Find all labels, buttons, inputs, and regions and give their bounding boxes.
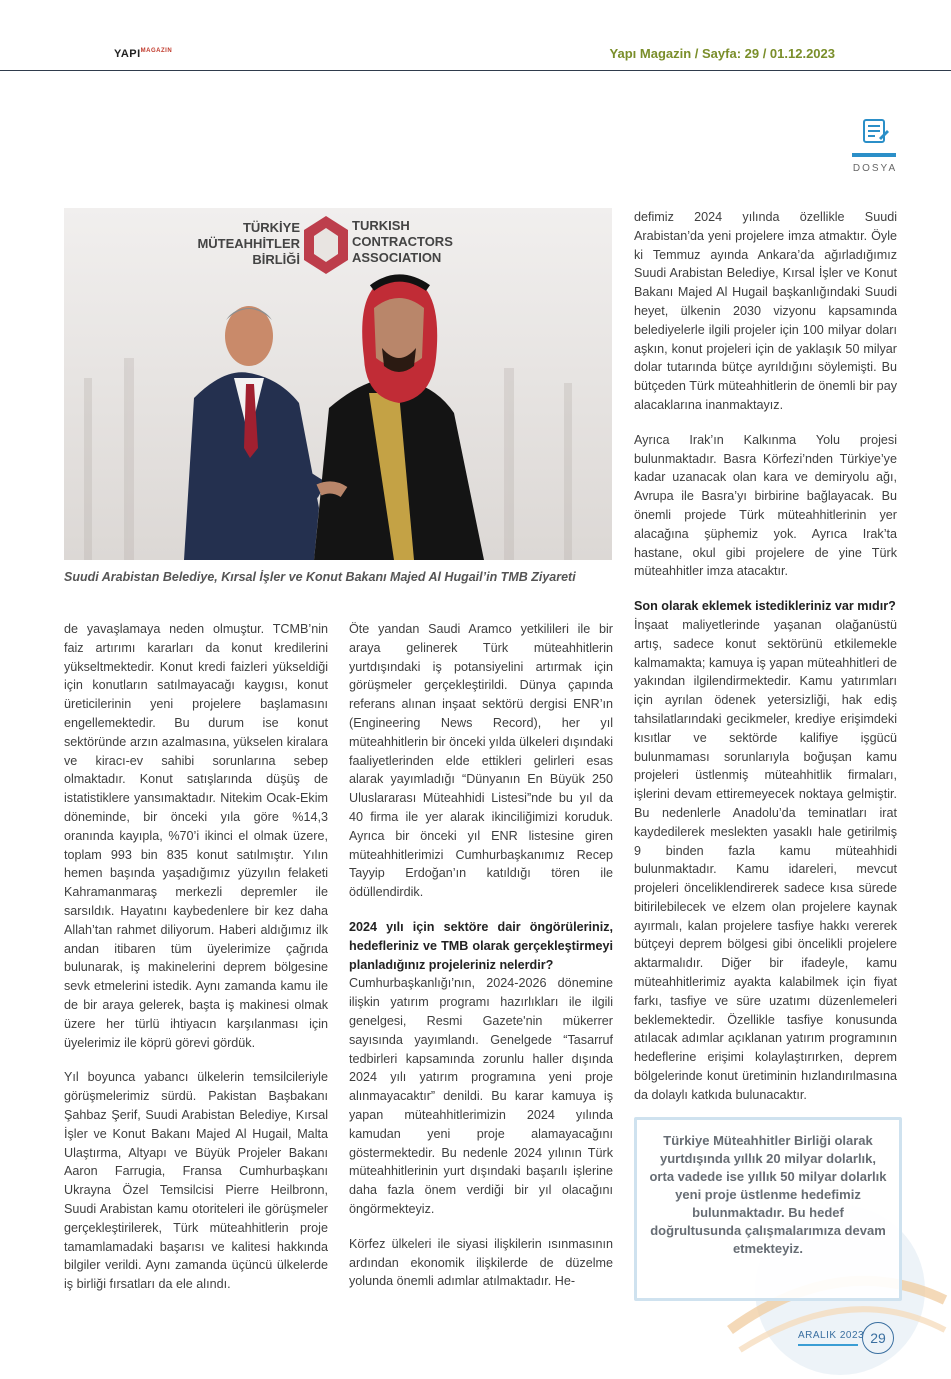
page-footer: [798, 1322, 898, 1354]
paragraph: Ayrıca Irak’ın Kalkınma Yolu projesi bulunmaktadır. Basra Körfezi’nden Türkiye’ye kadar uzanacak olan kara ve demiryolu ağı, Avrupa ile Basra’yı birbirine bağlayacak. Bu önemli projede Türk müteahhitlerinin yer alacağına şüphemiz yok. Ayrıca Irak’ta hastane, okul gibi projelere de yine Türk müteahhitler imza atacaktır.: [634, 432, 897, 579]
banner-left-2: MÜTEAHHİTLER: [197, 236, 300, 251]
paragraph: Yıl boyunca yabancı ülkelerin temsilcileriyle görüşmelerimiz sürdü. Pakistan Başbakanı Şahbaz Şerif, Suudi Arabistan Belediye, Kırsal İşler ve Konut Bakanı Majed Al Hugail, Malta Ulaştırma, Altyapı ve Büyük Projeler Bakanı Aaron Farrugia, Fransa Cumhurbaşkanı Ukrayna Özel Temsilcisi Pierre Heilbronn, Suudi Arabistan kamu otoriteleri ile görüşmeler gerçekleştirilerek, Türk müteahhitlerin proje tamamlamadaki başarısı ve kalitesi hakkında bilgiler verildi. Aynı zamanda üçüncü ülkelerde iş birliği fırsatları da ele alındı.: [64, 1070, 328, 1292]
banner-left-3: BİRLİĞİ: [252, 252, 300, 267]
section-bar: [852, 153, 896, 157]
interview-question: 2024 yılı için sektöre dair öngörüleriniz, hedefleriniz ve TMB olarak gerçekleştirmeyi planladığınız projeleriniz nelerdir?: [349, 919, 613, 972]
paragraph: Cumhurbaşkanlığı’nın, 2024-2026 dönemine ilişkin yatırım programı hazırlıkları ile ilgili genelgesi, Resmi Gazete'nin mükerrer sayısında yayımlandı. Genelgede “Tasarruf tedbirleri kapsamında zorunlu haller dışında 2024 yılı yatırım programına yeni proje alınmayacaktır” denildi. Bu karar kamuya iş yapan müteahhitlerimizin 2024 yılında kamudan yeni proje alamayacağını göstermektedir. Bu nedenle 2024 yılının Türk müteahhitlerinin yurt dışındaki başarılı işlerine daha fazla önem verdiği bir yıl olacağını öngörmekteyiz.: [349, 976, 613, 1216]
interview-question: Son olarak eklemek istedikleriniz var mıdır?: [634, 599, 896, 614]
publication-meta: Yapı Magazin / Sayfa: 29 / 01.12.2023: [609, 46, 835, 61]
handshake-photo: [64, 208, 612, 560]
article-column-2: [349, 620, 613, 1307]
section-label: DOSYA: [852, 163, 898, 174]
banner-right-1: TURKISH: [352, 218, 410, 233]
section-marker: [852, 118, 898, 174]
paragraph: de yavaşlamaya neden olmuştur. TCMB’nin faiz artırımı kararları da konut kredilerini yükseltmektedir. Konut kredi faizleri yükseldiği için konutların satılmayacağı kaygısı, konut üreticilerinin yeni projelere başlamasını engellemektedir. Bu durum ise konut sektöründe arzın azalmasına, yükselen kiralara ve kiracı-ev sahibi sorunlarına sebep olmaktadır. Konut satışlarında düşüş de istatistiklere yansımaktadır. Nitekim Ocak-Ekim döneminde, bir önceki yıla göre %14,3 oranında kayıpla, %70’i ikinci el olmak üzere, toplam 993 bin 835 konut satılmıştır. Yılın hemen başında yaşadığımız yüzyılın felaketi Kahramanmaraş merkezli depremler ile sarsıldık. Hayatını kaybedenlere bir kez daha Allah’tan rahmet diliyorum. Haberi aldığımız ilk andan itibaren tüm üyelerimize çağrıda bulunarak, iş makinelerini deprem bölgesine sevk etmelerini istedik. Aynı zamanda kamu ile de bir araya gelerek, başta iş makinesi olmak üzere her türlü ihtiyacın karşılanması için üyelerimiz ile köprü görevi gördük.: [64, 622, 328, 1050]
publication-logo: $YAPI^{MAGAZIN}$: [114, 48, 173, 60]
photo-caption: Suudi Arabistan Belediye, Kırsal İşler ve Konut Bakanı Majed Al Hugail’in TMB Ziyareti: [64, 570, 576, 584]
article-column-3: [634, 208, 897, 1121]
pull-quote-text: Türkiye Müteahhitler Birliği olarak yurtdışında yıllık 20 milyar dolarlık, orta vadede ise yıllık 50 milyar dolarlık yeni proje üstlenme hedefimiz bulunmaktadır. Bu hedef doğrultusunda çalışmalarımıza devam etmekteyiz.: [649, 1133, 887, 1256]
paragraph: Öte yandan Saudi Aramco yetkilileri ile bir araya gelinerek Türk müteahhitlerin yurtdışındaki iş potansiyelini artırmak için görüşmeler gerçekleştirildi. Dünya çapında referans alınan inşaat sektörü dergisi ENR’ın (Engineering News Record), her yıl müteahhitlerin bir önceki yılda ülkeleri dışındaki faaliyetlerinden elde ettikleri gelirleri esas alarak yayımladığı “Dünyanın En Büyük 250 Uluslararası Müteahhidi Listesi”nde bu yıl da 40 firma ile yer alarak ikinciliğimizi koruduk. Ayrıca bir önceki yıl ENR listesine giren müteahhitlerimizi Cumhurbaşkanımız Recep Tayyip Erdoğan’ın katıldığı tören ile ödüllendirdik.: [349, 622, 613, 900]
article-column-1: [64, 620, 328, 1310]
paragraph: defimiz 2024 yılında özellikle Suudi Arabistan’da yeni projelere imza atmaktır. Öyle ki Temmuz ayında Ankara’da ağırladığımız Suudi Arabistan Belediye, Kırsal İşler ve Konut Bakanı Majed Al Hugail başkanlığındaki Suudi heyet, ülkenin 2030 vizyonu kapsamında belediyelerle ilgili projeler için 100 milyar doları aşkın, konut projeleri için de yaklaşık 50 milyar dolar tutarında bütçe ayrıldığını söylemişti. Bu bütçeden Türk müteahhitlerin de önemli bir pay alacaklarına inanmaktayız.: [634, 210, 897, 412]
document-icon: [860, 118, 890, 146]
banner-left-1: TÜRKİYE: [242, 220, 300, 235]
pull-quote: [634, 1117, 902, 1301]
page-number: 29: [862, 1322, 894, 1354]
article-photo: [64, 208, 612, 560]
footer-divider: [798, 1344, 858, 1346]
banner-right-2: CONTRACTORS: [352, 234, 453, 249]
paragraph: İnşaat maliyetlerinde yaşanan olağanüstü artış, sadece konut sektörünü etkilemekle kalmamakta; kamuya iş yapan müteahhitleri de yakından ilgilendirmektedir. Kamu yatırımları için ayrılan ödenek yetersizliği, hak ediş tahsilatlarındaki gecikmeler, krediye erişimdeki kısıtlar ve sektörde kalifiye işgücü bulunmaması sorunlarıyla boğuşan kamu projeleri üstlenmiş müteahhitlik firmaları, işlerini devam ettiremeyecek noktaya gelmiştir. Bu nedenlerle Anadolu’da teminatları irat kaydedilerek meslekten yasaklı hale getirilmiş 9 binden fazla kamu müteahhidi bulunmaktadır. Kamu idareleri, mevcut projeleri önceliklendirerek sadece kısa sürede bitirilebilecek ve elzem olan projelere kaynak ayırmalı, kalan projelere tasfiye hakkı vererek bütçeyi deprem bölgesi gibi öncelikli projelere aktarmalıdır. Diğer bir ifadeyle, kamu müteahhitlerimiz ayakta kalabilmek için fiyat farkı, tasfiye ve süre uzatımı düzenlemeleri beklemektedir. Özellikle tasfiye konusunda atılacak adımlar açıklanan yatırım programının hedeflerine erişimi kolaylaştırırken, deprem bölgelerinde konut üretiminin hızlandırılmasına da dolaylı katkıda bulunacaktır.: [634, 617, 897, 1102]
paragraph: Körfez ülkeleri ile siyasi ilişkilerin ısınmasının ardından ekonomik ilişkilerde de düzelme yolunda önemli adımlar atılmaktadır. He-: [349, 1236, 613, 1289]
banner-right-3: ASSOCIATION: [352, 250, 442, 265]
issue-date: ARALIK 2023: [798, 1330, 865, 1341]
page-header: [0, 0, 951, 71]
